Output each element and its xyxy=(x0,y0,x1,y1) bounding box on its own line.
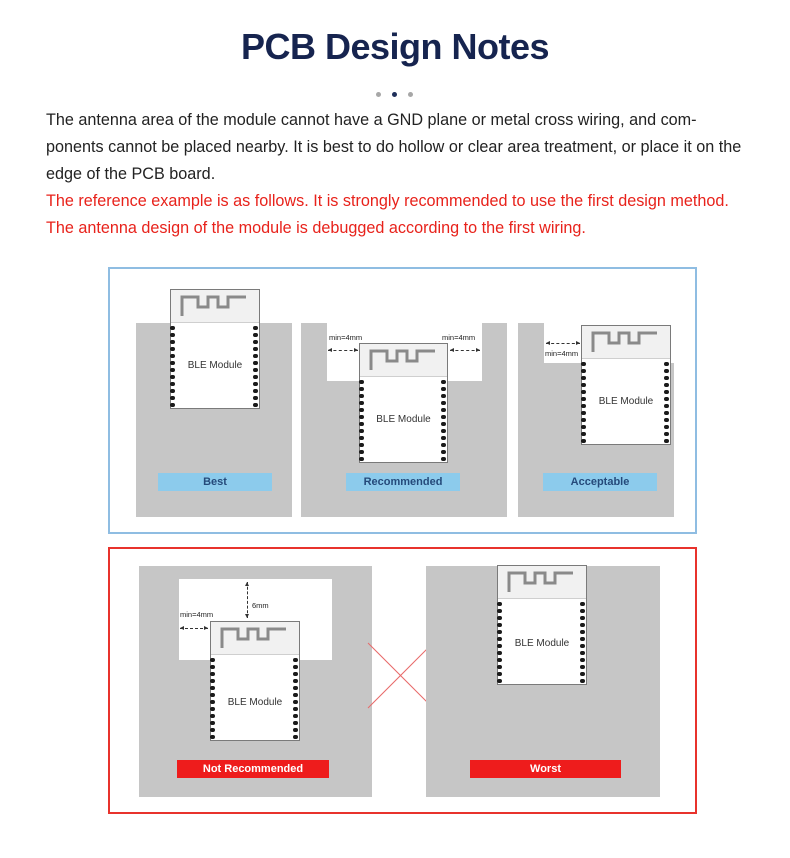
dimension-label-width: min=4mm xyxy=(180,610,214,619)
dimension-label-height: 6mm xyxy=(252,601,269,610)
label-recommended: Recommended xyxy=(346,473,460,491)
label-worst: Worst xyxy=(470,760,621,778)
dimension-label: min=4mm xyxy=(545,349,579,358)
intro-paragraph: The antenna area of the module cannot have a GND plane or metal cross wiring, and com-ponents cannot be placed nearby. It is best to do hollow or clear area treatment, or place it on the edge of the PCB board. xyxy=(46,111,742,183)
module-label: BLE Module xyxy=(227,697,283,708)
label-not-recommended: Not Recommended xyxy=(177,760,329,778)
module-label: BLE Module xyxy=(598,396,654,407)
dimension-label-left: min=4mm xyxy=(329,333,363,342)
label-best: Best xyxy=(158,473,272,491)
module-label: BLE Module xyxy=(376,414,431,425)
module-label: BLE Module xyxy=(187,360,243,371)
label-acceptable: Acceptable xyxy=(543,473,657,491)
dimension-label-right: min=4mm xyxy=(442,333,476,342)
page-title: PCB Design Notes xyxy=(240,26,550,67)
module-label: BLE Module xyxy=(514,638,570,649)
recommendation-paragraph: The reference example is as follows. It is strongly recommended to use the first design method. The antenna design of the module is debugged according to the first wiring. xyxy=(46,192,729,237)
